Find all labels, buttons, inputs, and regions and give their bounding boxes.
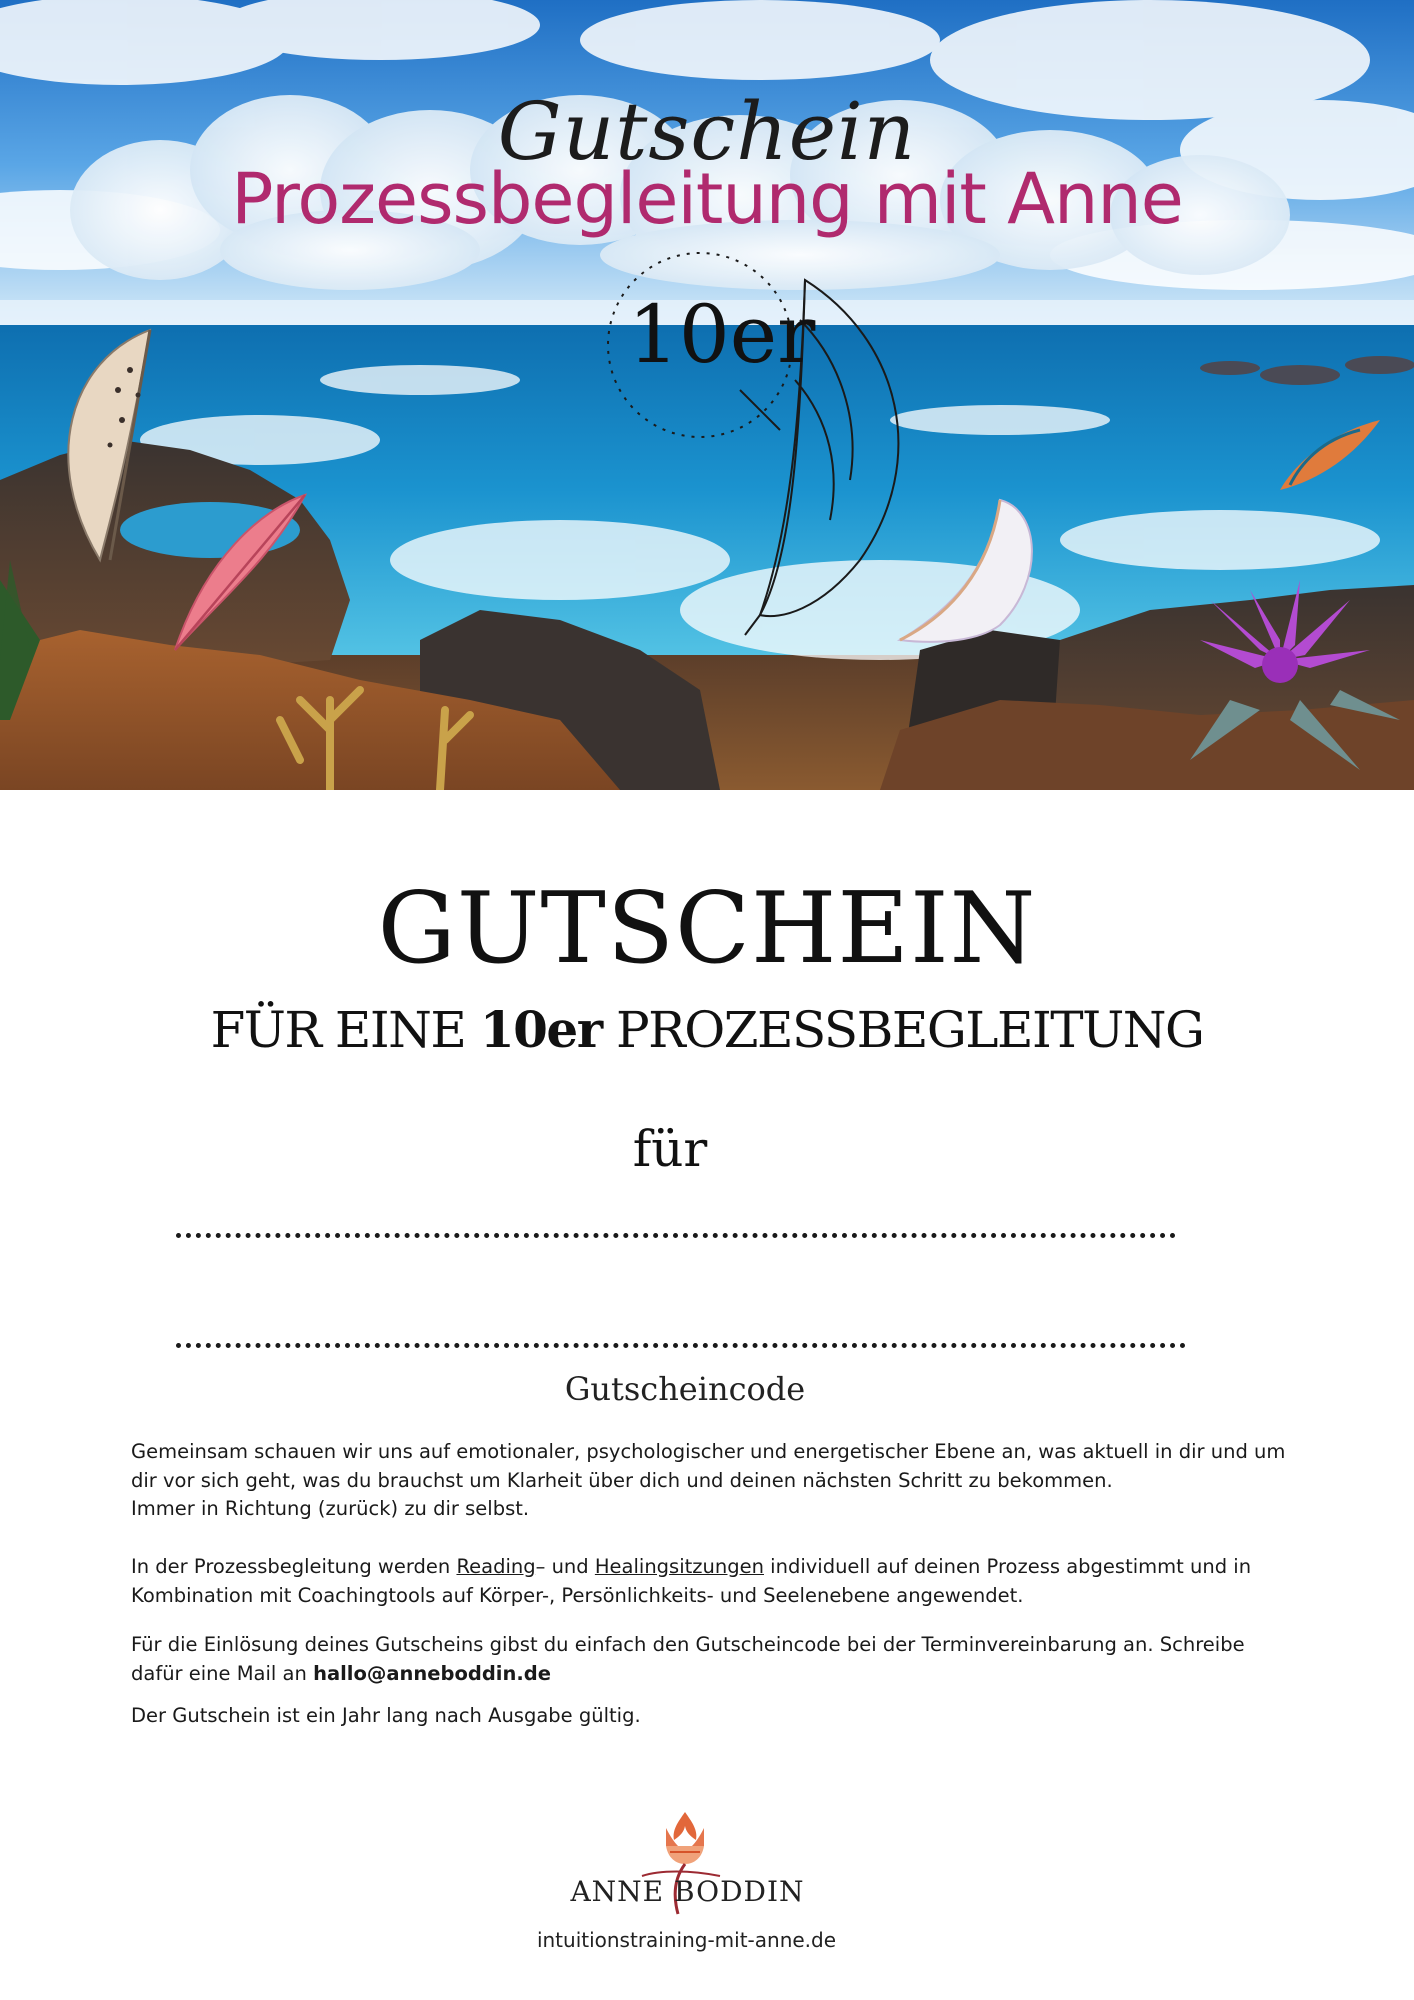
subtitle-before: FÜR EINE bbox=[210, 1001, 480, 1059]
body-paragraph-2 bbox=[131, 1553, 1291, 1610]
p2-after: individuell auf deinen Prozess abgestimmt und in Kombination mit Coachingtools auf Körper-, Persönlichkeits- und Seelenebene angewendet. bbox=[131, 1555, 1252, 1607]
p1-line1: Gemeinsam schauen wir uns auf emotionaler, psychologischer und energetischer Ebene an, was aktuell in dir und um dir vor sich geht, was du brauchst um Klarheit über dich und deinen nächsten Schritt zu bekommen. bbox=[131, 1440, 1286, 1492]
subtitle-bold: 10er bbox=[479, 1000, 602, 1059]
healingsitzungen-link[interactable]: Healingsitzungen bbox=[594, 1555, 764, 1578]
subtitle-after: PROZESSBEGLEITUNG bbox=[601, 1001, 1204, 1059]
p2-mid: – und bbox=[535, 1555, 595, 1578]
for-label: für bbox=[632, 1120, 708, 1178]
recipient-line bbox=[176, 1233, 1176, 1238]
website-link[interactable]: intuitionstraining-mit-anne.de bbox=[536, 1928, 837, 1952]
hero-badge-10er: 10er bbox=[628, 288, 816, 381]
p3-before: Für die Einlösung deines Gutscheins gibst du einfach den Gutscheincode bei der Terminvereinbarung an. Schreibe dafür eine Mail an bbox=[131, 1633, 1245, 1685]
p2-before: In der Prozessbegleitung werden bbox=[131, 1555, 457, 1578]
p1-line2: Immer in Richtung (zurück) zu dir selbst. bbox=[131, 1497, 530, 1520]
code-label: Gutscheincode bbox=[564, 1370, 806, 1408]
code-line bbox=[176, 1343, 1186, 1348]
hero-banner bbox=[0, 0, 1414, 790]
body-paragraph-1 bbox=[131, 1438, 1291, 1524]
hero-main-title: Prozessbegleitung mit Anne bbox=[231, 158, 1183, 240]
email-link[interactable]: hallo@anneboddin.de bbox=[313, 1661, 551, 1685]
reading-link[interactable]: Reading bbox=[456, 1555, 536, 1578]
voucher-title: GUTSCHEIN bbox=[377, 872, 1037, 986]
body-paragraph-3 bbox=[131, 1631, 1291, 1688]
body-paragraph-4: Der Gutschein ist ein Jahr lang nach Ausgabe gültig. bbox=[131, 1704, 641, 1727]
voucher-subtitle bbox=[0, 1000, 1414, 1059]
hero-script-title: Gutschein bbox=[497, 85, 917, 178]
logo-text: ANNE BODDIN bbox=[570, 1875, 805, 1908]
